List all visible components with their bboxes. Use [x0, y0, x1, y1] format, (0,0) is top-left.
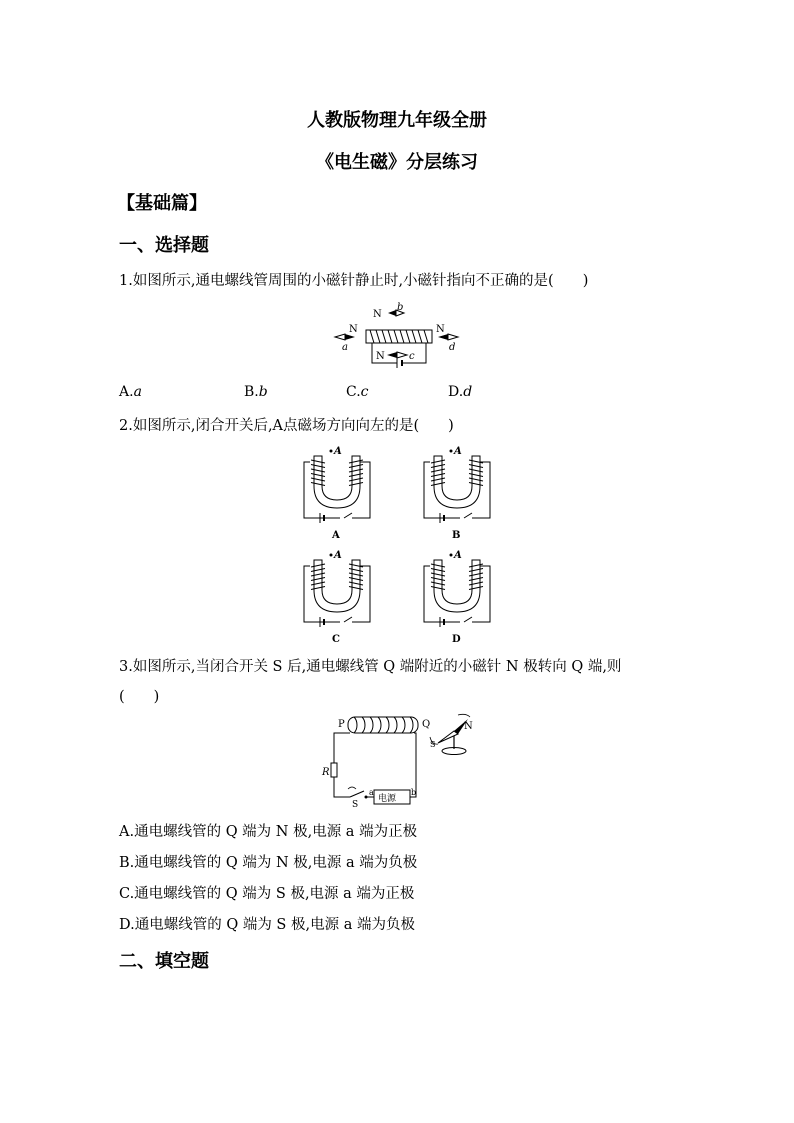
q3-label-a: a: [369, 788, 374, 797]
q3-power-label: 电源: [378, 794, 397, 804]
q3-resistor: [331, 763, 337, 777]
q3-circuit-figure: [318, 707, 488, 807]
q1-label-b: b: [397, 302, 404, 313]
level-heading: 【基础篇】: [117, 193, 207, 214]
q1-solenoid-figure: [325, 300, 475, 370]
q1-compass-c: [376, 351, 415, 362]
q1-option-a[interactable]: A.a: [119, 384, 142, 400]
doc-title: 人教版物理九年级全册: [307, 110, 487, 131]
q2-figure-caption: C: [332, 634, 340, 645]
section-heading-choice: 一、选择题: [119, 235, 209, 256]
section-heading-fill: 二、填空题: [119, 951, 209, 972]
q2-point-label: A: [334, 446, 342, 457]
q1-option-b[interactable]: B.b: [244, 384, 268, 400]
q1-label-n-right: N: [436, 324, 445, 335]
q2-figure-d: [420, 546, 500, 646]
q3-stem-line1: 3.如图所示,当闭合开关 S 后,通电螺线管 Q 端附近的小磁针 N 极转向 Q 端,则: [119, 659, 622, 675]
q2-figure-b: [420, 442, 500, 542]
q1-label-a: a: [342, 342, 348, 353]
q3-label-b: b: [411, 788, 417, 797]
q1-label-n-top: N: [373, 309, 382, 320]
doc-subtitle: 《电生磁》分层练习: [316, 152, 478, 173]
q3-option-b[interactable]: B.通电螺线管的 Q 端为 N 极,电源 a 端为负极: [119, 855, 418, 871]
q1-compass-b: [373, 302, 404, 320]
q3-solenoid: [348, 717, 418, 733]
q3-label-q: Q: [422, 719, 431, 730]
q3-switch: [350, 791, 364, 797]
q3-label-r: R: [322, 767, 330, 778]
q1-compass-d: [436, 324, 458, 353]
q2-stem: 2.如图所示,闭合开关后,A点磁场方向向左的是( ): [119, 418, 454, 434]
q2-figure-caption: D: [452, 634, 461, 645]
q1-stem: 1.如图所示,通电螺线管周围的小磁针静止时,小磁针指向不正确的是( ): [119, 273, 589, 289]
q1-label-n-left: N: [349, 324, 358, 335]
q2-point-label: A: [454, 446, 462, 457]
q2-point-label: A: [454, 550, 462, 561]
q1-option-d[interactable]: D.d: [448, 384, 473, 400]
q3-needle-s: [438, 731, 458, 743]
q3-label-needle-s: S: [430, 740, 436, 749]
q2-figure-caption: B: [452, 530, 461, 541]
q1-option-c[interactable]: C.c: [346, 384, 369, 400]
q2-figure-a: [300, 442, 380, 542]
q3-label-p: P: [338, 719, 345, 730]
q2-figure-caption: A: [332, 530, 340, 541]
q3-option-a[interactable]: A.通电螺线管的 Q 端为 N 极,电源 a 端为正极: [119, 824, 418, 840]
q3-stem-line2: ( ): [119, 689, 160, 705]
q1-solenoid-core: [366, 330, 432, 343]
q1-compass-a: [335, 324, 358, 353]
q1-label-c: c: [409, 351, 415, 362]
q2-figures: [300, 442, 500, 645]
q1-label-n-inner: N: [376, 351, 385, 362]
q2-figure-c: [300, 546, 380, 646]
q3-option-d[interactable]: D.通电螺线管的 Q 端为 S 极,电源 a 端为负极: [119, 917, 415, 933]
q3-label-needle-n: N: [464, 721, 473, 732]
q3-option-c[interactable]: C.通电螺线管的 Q 端为 S 极,电源 a 端为正极: [119, 886, 415, 902]
q2-point-label: A: [334, 550, 342, 561]
q3-label-s: S: [352, 800, 359, 807]
q1-label-d: d: [449, 342, 456, 353]
